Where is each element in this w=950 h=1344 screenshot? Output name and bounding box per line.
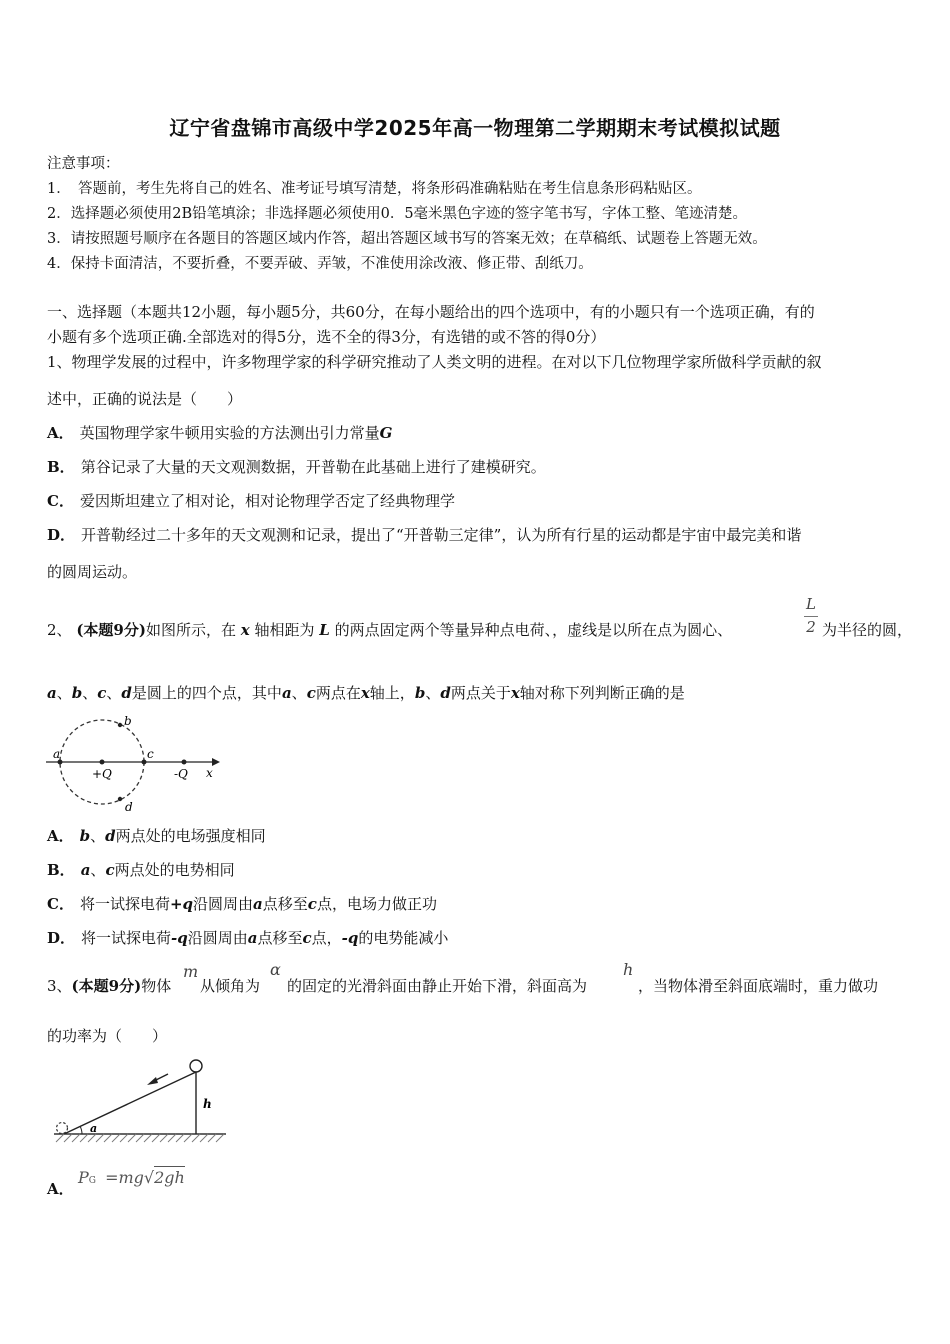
option-label: A． [47, 827, 74, 845]
point-c [142, 760, 147, 765]
q3-stem-line1 [47, 975, 171, 996]
q2-var: a [281, 684, 292, 702]
q2-text-end: 为半径的圆， [822, 621, 913, 639]
q1-option-c[interactable] [47, 490, 455, 511]
charge-circle-figure [44, 712, 224, 816]
q2-var: a [47, 684, 57, 702]
x-axis-arrow-icon [212, 758, 220, 766]
label-angle: a [90, 1122, 98, 1135]
ball-bottom [57, 1123, 68, 1134]
option-text: 两点处的电势相同 [114, 861, 235, 879]
option-text: 点移至 [257, 929, 303, 947]
q2-var: x [360, 684, 370, 702]
q3-stem-line2: 的功率为（ ） [47, 1027, 168, 1045]
q2-text: 是圆上的四个点，其中 [131, 684, 282, 702]
option-text: 点，电场力做正功 [316, 895, 437, 913]
q3-number: 3、 [47, 977, 72, 995]
fraction-l-over-2 [801, 594, 821, 637]
label-d: d [125, 800, 133, 814]
notice-heading: 注意事项： [47, 156, 120, 172]
q2-var: x [240, 621, 250, 639]
option-label: D． [47, 929, 76, 947]
point-d [118, 797, 122, 801]
sqrt-icon: √ [143, 1168, 155, 1187]
q3-var-h: h [623, 960, 634, 979]
charge-minus-dot [182, 760, 187, 765]
q2-text: 、 [82, 684, 98, 702]
option-var: -q [171, 929, 188, 947]
ground-hatching [56, 1134, 224, 1142]
q3-text: 从倾角为 [200, 977, 261, 995]
option-text: 将一试探电荷 [79, 895, 170, 913]
fraction-denominator: 2 [806, 618, 816, 636]
q2-text: 轴上， [369, 684, 415, 702]
section-heading-line1: 一、选择题（本题共12小题，每小题5分，共60分，在每小题给出的四个选项中，有的小题只有一个选项正确，有的 [47, 303, 815, 321]
q2-var: d [440, 684, 451, 702]
option-text: 爱因斯坦建立了相对论，相对论物理学否定了经典物理学 [79, 492, 455, 510]
label-minus-q: -Q [174, 767, 188, 781]
q2-option-c[interactable] [47, 893, 437, 914]
q1-option-d-continued: 的圆周运动。 [47, 563, 138, 581]
q2-option-d[interactable] [47, 927, 448, 948]
option-var: c [302, 929, 312, 947]
page-title: 辽宁省盘锦市高级中学2025年高一物理第二学期期末考试模拟试题 [169, 116, 781, 140]
option-var: b [79, 827, 91, 845]
label-plus-q: +Q [92, 767, 112, 781]
q2-text: 两点在 [315, 684, 361, 702]
option-text: 的电势能减小 [358, 929, 449, 947]
q2-option-b[interactable] [47, 859, 235, 880]
formula-mg: =mg [105, 1168, 144, 1187]
label-x: x [206, 766, 213, 780]
q2-var: c [306, 684, 316, 702]
q3-text: ，当物体滑至斜面底端时，重力做功 [638, 977, 879, 995]
q2-text: 轴相距为 [254, 621, 315, 639]
arrow-head-icon [147, 1077, 158, 1085]
q2-var: c [97, 684, 107, 702]
option-text: 、 [90, 861, 106, 879]
q2-text: 、 [56, 684, 72, 702]
q2-var: L [319, 621, 330, 639]
q3-option-a-formula [78, 1168, 185, 1187]
q2-var: d [121, 684, 132, 702]
option-text: 两点处的电场强度相同 [115, 827, 266, 845]
q2-option-a[interactable] [47, 825, 266, 846]
q2-score: (本题9分) [76, 621, 146, 639]
point-b [118, 723, 122, 727]
option-label: A． [47, 1180, 74, 1198]
option-var: a [253, 895, 263, 913]
q3-text: 的固定的光滑斜面由静止开始下滑，斜面高为 [287, 977, 588, 995]
label-h: h [203, 1097, 212, 1111]
q2-stem-line2 [47, 682, 685, 703]
option-text: 将一试探电荷 [81, 929, 172, 947]
q3-score: (本题9分) [71, 977, 142, 995]
q2-text: 如图所示，在 [145, 621, 236, 639]
q2-text: 两点关于 [450, 684, 511, 702]
q2-number: 2、 [47, 621, 72, 639]
option-var: c [105, 861, 115, 879]
option-var: -q [341, 929, 359, 947]
notice-item: 4．保持卡面清洁，不要折叠，不要弄破、弄皱，不准使用涂改液、修正带、刮纸刀。 [47, 256, 593, 272]
option-text: 点， [311, 929, 342, 947]
q2-text: 、 [291, 684, 307, 702]
label-a: a [53, 747, 61, 761]
label-c: c [147, 747, 154, 761]
formula-subscript: G [88, 1176, 96, 1186]
option-label: C． [47, 895, 74, 913]
option-text: 开普勒经过二十多年的天文观测和记录，提出了“开普勒三定律”，认为所有行星的运动都是宇宙中最完美和谐 [81, 526, 802, 544]
option-text: 沿圆周由 [193, 895, 254, 913]
incline-figure [50, 1056, 230, 1152]
option-text: 第谷记录了大量的天文观测数据，开普勒在此基础上进行了建模研究。 [80, 458, 546, 476]
incline-slope [64, 1072, 196, 1134]
q1-option-d[interactable] [47, 524, 801, 545]
q2-var: b [71, 684, 83, 702]
option-label: B． [47, 861, 75, 879]
option-text: 点移至 [262, 895, 308, 913]
option-var: G [379, 424, 393, 442]
option-label: C． [47, 492, 74, 510]
option-var: +q [169, 895, 194, 913]
q1-option-b[interactable] [47, 456, 546, 477]
option-var: c [307, 895, 317, 913]
q1-stem-line1: 1、物理学发展的过程中，许多物理学家的科学研究推动了人类文明的进程。在对以下几位物理学家所做科学贡献的叙 [47, 353, 822, 371]
q3-text: 物体 [141, 977, 172, 995]
fraction-numerator: L [806, 595, 816, 613]
q2-stem-line1 [47, 619, 732, 640]
option-text: 、 [90, 827, 106, 845]
option-text: 沿圆周由 [187, 929, 248, 947]
q2-var: x [510, 684, 520, 702]
q3-option-a[interactable] [47, 1178, 80, 1199]
formula-radicand: 2gh [154, 1168, 185, 1187]
option-label: D． [47, 526, 76, 544]
option-var: a [247, 929, 258, 947]
option-var: a [80, 861, 91, 879]
q3-var-m: m [183, 962, 199, 981]
notice-item: 1． 答题前，考生先将自己的姓名、准考证号填写清楚，将条形码准确粘贴在考生信息条形码粘贴区。 [47, 181, 702, 197]
q1-stem-line2: 述中，正确的说法是（ ） [47, 390, 243, 408]
angle-arc [80, 1126, 82, 1134]
ball-top [190, 1060, 202, 1072]
q3-var-alpha: α [270, 960, 281, 979]
section-heading-line2: 小题有多个选项正确.全部选对的得5分，选不全的得3分，有选错的或不答的得0分） [47, 328, 606, 346]
q2-text: 、 [425, 684, 441, 702]
q2-var: b [414, 684, 426, 702]
notice-item: 3．请按照题号顺序在各题目的答题区域内作答，超出答题区域书写的答案无效；在草稿纸、试题卷上答题无效。 [47, 231, 767, 247]
option-var: d [105, 827, 116, 845]
charge-plus-dot [100, 760, 105, 765]
label-b: b [124, 714, 132, 728]
q2-text: 轴对称下列判断正确的是 [519, 684, 685, 702]
q2-text: 、 [106, 684, 122, 702]
option-text: 英国物理学家牛顿用实验的方法测出引力常量 [79, 424, 380, 442]
notice-item: 2．选择题必须使用2B铅笔填涂；非选择题必须使用0．5毫米黑色字迹的签字笔书写，字体工整、笔迹清楚。 [47, 206, 748, 222]
option-label: A． [47, 424, 74, 442]
formula-p: P [78, 1168, 89, 1187]
q2-text: 的两点固定两个等量异种点电荷、，虚线是以所在点为圆心、 [334, 621, 733, 639]
q1-option-a[interactable] [47, 422, 392, 443]
option-label: B． [47, 458, 75, 476]
